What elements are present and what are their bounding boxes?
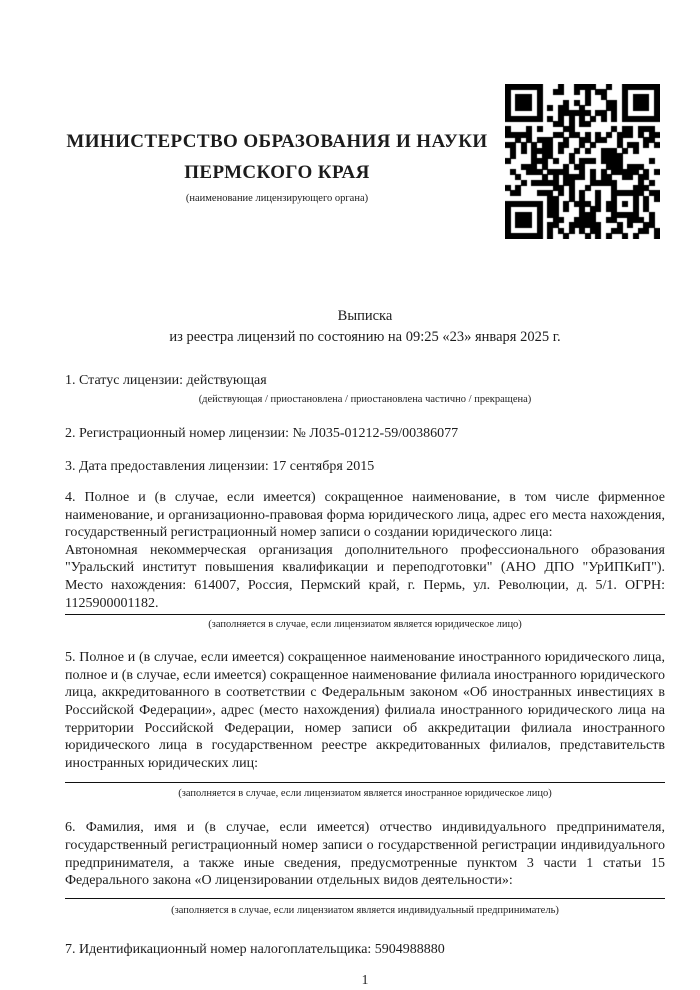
item-7-taxpayer-number: 7. Идентификационный номер налогоплательщика: 5904988880 xyxy=(65,941,445,957)
item-4-caption: (заполняется в случае, если лицензиатом является юридическое лицо) xyxy=(208,619,522,631)
qr-code-icon xyxy=(505,84,660,239)
ministry-name-line1: МИНИСТЕРСТВО ОБРАЗОВАНИЯ И НАУКИ xyxy=(66,131,488,152)
item-4-legal-entity-answer: Автономная некоммерческая организация дополнительного профессионального образования "Уральский институт повышения квалификации и переподготовки" (АНО ДПО "УрИПКиП"). Место нахождения: 614007, Россия, Пермский край, г. Пермь, ул. Революции, д. 5/1. ОГРН: 1125900001182. xyxy=(65,542,665,615)
item-3-license-date: 3. Дата предоставления лицензии: 17 сентября 2015 xyxy=(65,459,375,474)
item-4-legal-entity-question: 4. Полное и (в случае, если имеется) сокращенное наименование, в том числе фирменное наименование, и организационно-правовая форма юридического лица, адрес его места нахождения, государственный регистрационный номер записи о создании юридического лица: xyxy=(65,490,665,541)
item-5-fill-in-rule xyxy=(65,782,665,783)
document-body xyxy=(65,306,665,989)
item-6-caption: (заполняется в случае, если лицензиатом является индивидуальный предприниматель) xyxy=(171,904,559,916)
item-1-caption: (действующая / приостановлена / приостановлена частично / прекращена) xyxy=(198,394,532,405)
extract-title-line1: Выписка xyxy=(337,308,393,324)
extract-title-line2: из реестра лицензий по состоянию на 09:25 «23» января 2025 г. xyxy=(169,329,561,345)
item-6-entrepreneur-question: 6. Фамилия, имя и (в случае, если имеется) отчество индивидуального предпринимателя, государственный регистрационный номер записи о государственной регистрации индивидуального предпринимателя, а также иные сведения, предусмотренные пунктом 3 части 1 статьи 15 Федерального закона «О лицензировании отдельных видов деятельности»: xyxy=(65,820,665,889)
item-5-caption: (заполняется в случае, если лицензиатом является иностранное юридическое лицо) xyxy=(178,788,552,800)
extract-title xyxy=(65,306,665,348)
ministry-name-line2: ПЕРМСКОГО КРАЯ xyxy=(184,162,370,183)
item-5-foreign-entity-question: 5. Полное и (в случае, если имеется) сокращенное наименование иностранного юридического лица, полное и (в случае, если имеется) сокращенное наименование филиала иностранного юридического лица, аккредитованного в соответствии с Федеральным законом «Об иностранных инвестициях в Российской Федерации», адрес (место нахождения) филиала иностранного юридического лица на территории Российской Федерации, номер записи об аккредитации филиала иностранного юридического лица в государственном реестре аккредитованных филиалов, представительств иностранных юридических лиц: xyxy=(65,650,665,771)
ministry-header xyxy=(63,126,491,205)
item-6-fill-in-rule xyxy=(65,898,665,899)
item-2-registration-number: 2. Регистрационный номер лицензии: № Л035-01212-59/00386077 xyxy=(65,426,459,441)
page-number: 1 xyxy=(361,971,369,987)
item-1-license-status: 1. Статус лицензии: действующая xyxy=(65,373,267,388)
licensing-authority-caption: (наименование лицензирующего органа) xyxy=(185,193,369,204)
